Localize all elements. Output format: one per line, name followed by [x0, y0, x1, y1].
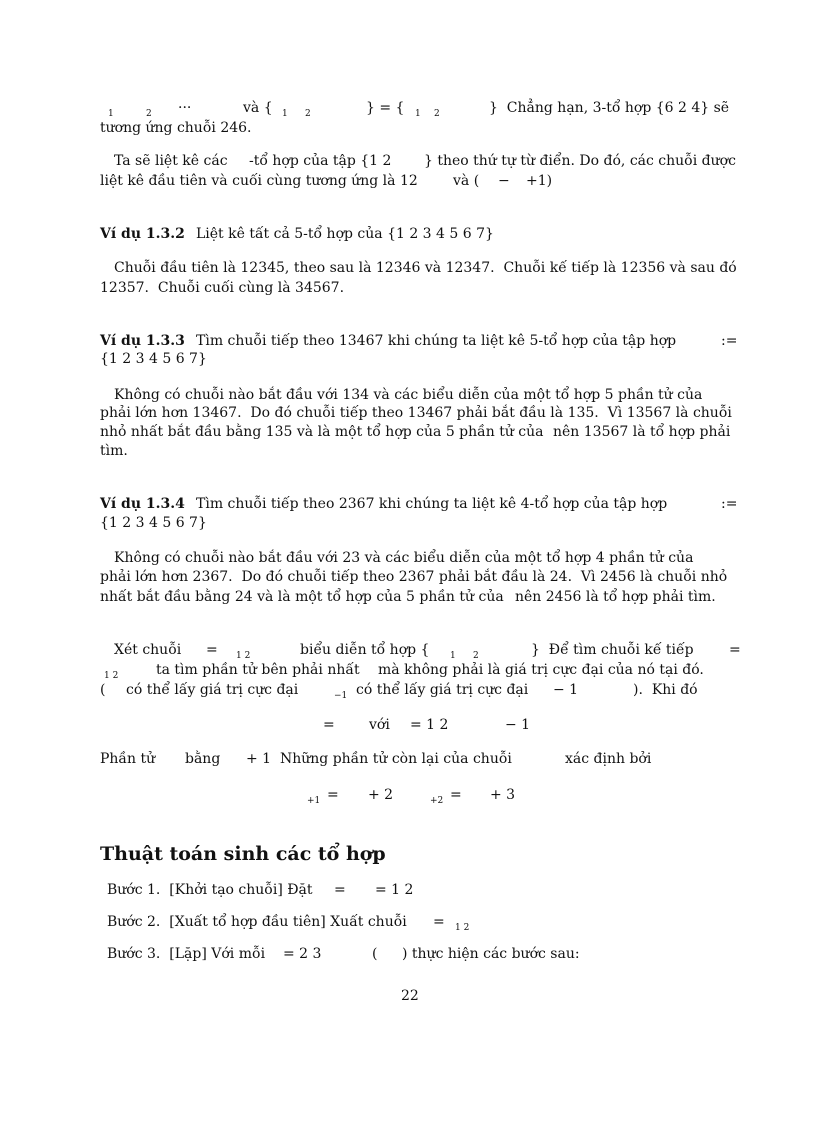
math-sub: 1 — [108, 109, 114, 119]
text-fragment: nên 13567 là tổ hợp phải — [553, 424, 731, 440]
math-sub: 2 — [305, 109, 311, 119]
example-text: Tìm chuỗi tiếp theo 13467 khi chúng ta liệt kê 5-tổ hợp của tập hợp — [196, 333, 677, 349]
example-title: Ví dụ 1.3.3 — [100, 333, 185, 349]
math-equals: = — [323, 717, 335, 733]
text-fragment: } = { — [366, 100, 405, 116]
math-sub: 1 — [282, 109, 288, 119]
text-fragment: bằng — [185, 751, 221, 767]
example-text: Tìm chuỗi tiếp theo 2367 khi chúng ta liệt kê 4-tổ hợp của tập hợp — [196, 496, 668, 512]
text-fragment: ( — [372, 946, 378, 962]
math-sub: +1 — [307, 796, 321, 806]
algorithm-step-2: Bước 2. [Xuất tổ hợp đầu tiên] Xuất chuỗi — [107, 914, 407, 930]
math-equals: = — [450, 787, 462, 803]
text-line: Không có chuỗi nào bắt đầu với 23 và các biểu diễn của một tổ hợp 4 phần tử của — [114, 550, 694, 566]
math-fragment: + 2 — [368, 787, 394, 803]
text-line: tương ứng chuỗi 246. — [100, 120, 252, 136]
math-sub: 2 — [146, 109, 152, 119]
algorithm-step-1: Bước 1. [Khởi tạo chuỗi] Đặt — [107, 882, 313, 898]
text-fragment: ). Khi đó — [633, 682, 698, 698]
text-line: 12357. Chuỗi cuối cùng là 34567. — [100, 280, 345, 296]
math-fragment: = 2 3 — [283, 946, 322, 962]
math-equals: = — [433, 914, 445, 930]
text-fragment: có thể lấy giá trị cực đại — [356, 682, 529, 698]
math-fragment: = 1 2 — [410, 717, 449, 733]
text-line: {1 2 3 4 5 6 7} — [100, 515, 207, 531]
text-fragment: + 1 Những phần tử còn lại của chuỗi — [246, 751, 512, 767]
text-line: Chuỗi đầu tiên là 12345, theo sau là 12346 và 12347. Chuỗi kế tiếp là 12356 và sau đó — [114, 260, 737, 276]
text-fragment: := — [721, 333, 738, 349]
math-fragment: = 1 2 — [375, 882, 414, 898]
text-fragment: − 1 — [553, 682, 579, 698]
text-fragment: Ta sẽ liệt kê các — [114, 153, 228, 169]
text-fragment: Xét chuỗi — [114, 642, 182, 658]
math-sub: 1 — [415, 109, 421, 119]
math-sub: −1 — [334, 691, 348, 701]
text-fragment: có thể lấy giá trị cực đại — [126, 682, 299, 698]
math-sub: 1 — [450, 651, 456, 661]
text-fragment: +1) — [526, 173, 553, 189]
math-equals: = — [206, 642, 218, 658]
text-line: Không có chuỗi nào bắt đầu với 134 và các biểu diễn của một tổ hợp 5 phần tử của — [114, 387, 703, 403]
text-line: phải lớn hơn 13467. Do đó chuỗi tiếp theo 13467 phải bắt đầu là 135. Vì 13567 là chuỗi — [100, 405, 732, 421]
example-title: Ví dụ 1.3.4 — [100, 496, 185, 512]
text-fragment: Phần tử — [100, 751, 156, 767]
text-fragment: và ( — [453, 173, 480, 189]
math-sub: 1 2 — [236, 651, 251, 661]
text-line: {1 2 3 4 5 6 7} — [100, 351, 207, 367]
text-fragment: } Để tìm chuỗi kế tiếp — [531, 642, 694, 658]
math-equals: = — [334, 882, 346, 898]
text-fragment: nhỏ nhất bắt đầu bằng 135 và là một tổ hợp của 5 phần tử của — [100, 424, 544, 440]
example-text: Liệt kê tất cả 5-tổ hợp của {1 2 3 4 5 6 7} — [196, 226, 494, 242]
text-fragment: biểu diễn tổ hợp { — [300, 642, 430, 658]
text-fragment: xác định bởi — [565, 751, 652, 767]
text-fragment: mà không phải là giá trị cực đại của nó tại đó. — [378, 662, 704, 678]
text-line: tìm. — [100, 443, 128, 459]
text-fragment: với — [369, 717, 390, 733]
math-sub: +2 — [430, 796, 444, 806]
math-dots: ··· — [178, 100, 192, 116]
math-sub: 1 2 — [104, 671, 119, 681]
text-fragment: } theo thứ tự từ điển. Do đó, các chuỗi được — [424, 153, 736, 169]
math-equals: = — [729, 642, 741, 658]
text-fragment: } Chẳng hạn, 3-tổ hợp {6 2 4} sẽ — [489, 100, 730, 116]
math-equals: = — [327, 787, 339, 803]
text-fragment: nên 2456 là tổ hợp phải tìm. — [515, 589, 716, 605]
page-number: 22 — [401, 988, 419, 1004]
math-fragment: + 3 — [490, 787, 516, 803]
text-fragment: ) thực hiện các bước sau: — [402, 946, 580, 962]
algorithm-step-3: Bước 3. [Lặp] Với mỗi — [107, 946, 266, 962]
text-fragment: và { — [243, 100, 273, 116]
text-fragment: ta tìm phần tử bên phải nhất — [156, 662, 360, 678]
example-title: Ví dụ 1.3.2 — [100, 226, 185, 242]
section-heading: Thuật toán sinh các tổ hợp — [100, 843, 386, 865]
math-sub: 2 — [473, 651, 479, 661]
math-sub: 2 — [434, 109, 440, 119]
math-sub: 1 2 — [455, 923, 470, 933]
text-fragment: liệt kê đầu tiên và cuối cùng tương ứng là 12 — [100, 173, 418, 189]
text-fragment: -tổ hợp của tập {1 2 — [249, 153, 392, 169]
text-fragment: := — [721, 496, 738, 512]
math-fragment: − 1 — [505, 717, 531, 733]
text-fragment: ( — [100, 682, 106, 698]
text-line: phải lớn hơn 2367. Do đó chuỗi tiếp theo 2367 phải bắt đầu là 24. Vì 2456 là chuỗi nhỏ — [100, 569, 728, 585]
text-fragment: nhất bắt đầu bằng 24 và là một tổ hợp của 5 phần tử của — [100, 589, 504, 605]
text-fragment: − — [498, 173, 510, 189]
